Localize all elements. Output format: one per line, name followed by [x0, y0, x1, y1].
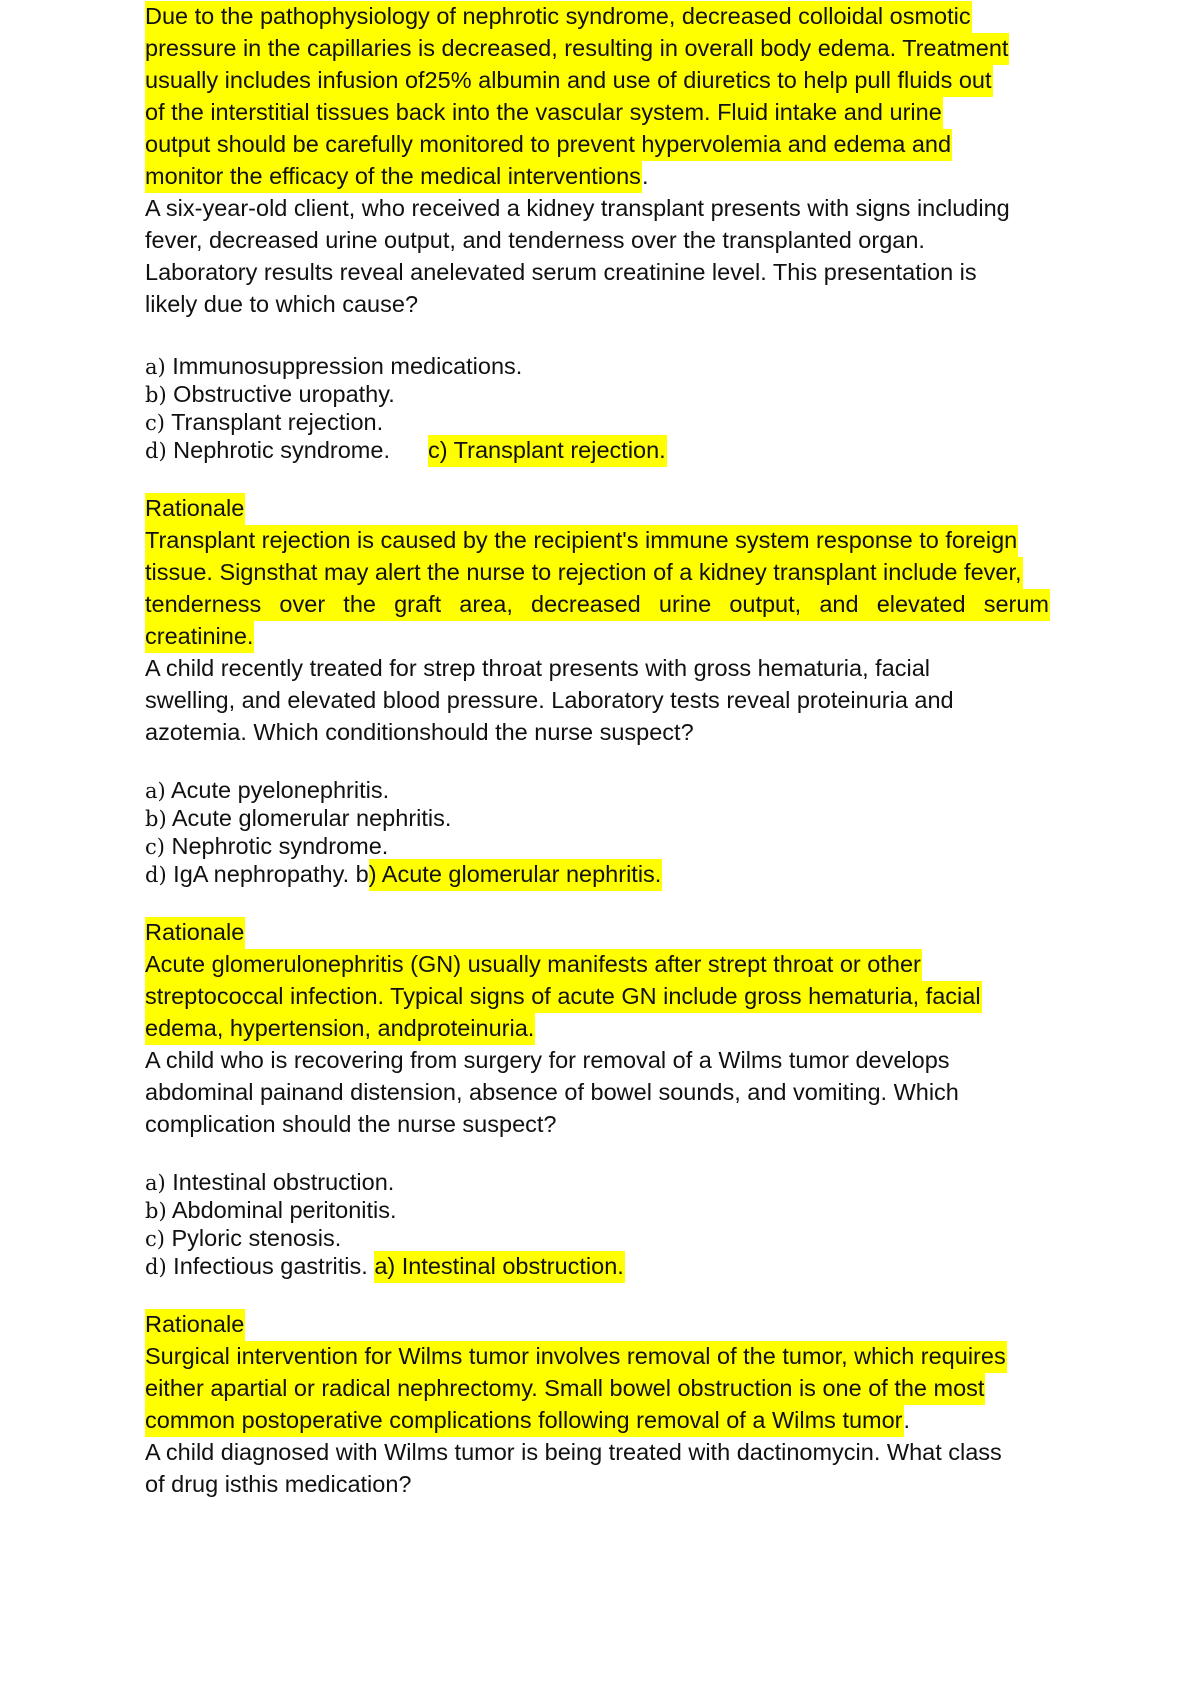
document-page: [145, 0, 1065, 1500]
rationale-line: edema, hypertension, andproteinuria.: [145, 1013, 535, 1045]
rationale-line: streptococcal infection. Typical signs of acute GN include gross hematuria, facial: [145, 981, 982, 1013]
option-d: d) IgA nephropathy. b) Acute glomerular nephritis.: [145, 860, 1065, 888]
answer-options: [145, 352, 1065, 464]
rationale-heading: Rationale: [145, 917, 245, 949]
question-line: likely due to which cause?: [145, 291, 419, 317]
question-2: [145, 652, 1065, 1044]
rationale-line: tissue. Signsthat may alert the nurse to rejection of a kidney transplant include fever,: [145, 557, 1023, 589]
option-d: d) Infectious gastritis. a) Intestinal obstruction.: [145, 1252, 1065, 1280]
option-c: c) Transplant rejection.: [145, 409, 384, 435]
option-b: b) Acute glomerular nephritis.: [145, 805, 452, 831]
rationale-line: usually includes infusion of25% albumin and use of diuretics to help pull fluids out: [145, 65, 993, 97]
rationale-q3: [145, 1340, 1065, 1436]
answer-options: [145, 1168, 1065, 1280]
rationale-line-end: .: [641, 163, 649, 189]
rationale-q2: [145, 948, 1065, 1044]
correct-answer: a) Intestinal obstruction.: [374, 1251, 625, 1283]
rationale-line: output should be carefully monitored to prevent hypervolemia and edema and: [145, 129, 952, 161]
answer-options: [145, 776, 1065, 888]
question-line: complication should the nurse suspect?: [145, 1111, 557, 1137]
option-a: a) Immunosuppression medications.: [145, 353, 523, 379]
rationale-line: pressure in the capillaries is decreased, resulting in overall body edema. Treatment: [145, 33, 1009, 65]
question-line: Laboratory results reveal anelevated serum creatinine level. This presentation is: [145, 259, 977, 285]
option-b: b) Obstructive uropathy.: [145, 381, 395, 407]
question-line: fever, decreased urine output, and tenderness over the transplanted organ.: [145, 227, 925, 253]
rationale-line: monitor the efficacy of the medical interventions: [145, 161, 642, 193]
rationale-line: Acute glomerulonephritis (GN) usually manifests after strept throat or other: [145, 949, 922, 981]
question-line: A child diagnosed with Wilms tumor is being treated with dactinomycin. What class: [145, 1439, 1002, 1465]
question-line: of drug isthis medication?: [145, 1471, 412, 1497]
option-d: d) Nephrotic syndrome. c) Transplant rejection.: [145, 436, 1065, 464]
question-1: [145, 192, 1065, 652]
rationale-heading: Rationale: [145, 1309, 245, 1341]
rationale-line: Surgical intervention for Wilms tumor involves removal of the tumor, which requires: [145, 1341, 1007, 1373]
rationale-line: of the interstitial tissues back into the vascular system. Fluid intake and urine: [145, 97, 943, 129]
rationale-line: Due to the pathophysiology of nephrotic syndrome, decreased colloidal osmotic: [145, 1, 972, 33]
rationale-line: Transplant rejection is caused by the recipient's immune system response to foreign: [145, 525, 1018, 557]
rationale-line: common postoperative complications following removal of a Wilms tumor: [145, 1405, 904, 1437]
rationale-line: creatinine.: [145, 621, 254, 653]
question-line: A six-year-old client, who received a kidney transplant presents with signs including: [145, 195, 1010, 221]
option-b: b) Abdominal peritonitis.: [145, 1197, 397, 1223]
intro-rationale: [145, 0, 1065, 192]
question-line: swelling, and elevated blood pressure. Laboratory tests reveal proteinuria and: [145, 687, 954, 713]
question-line: A child who is recovering from surgery for removal of a Wilms tumor develops: [145, 1047, 950, 1073]
option-c: c) Pyloric stenosis.: [145, 1225, 342, 1251]
question-4: [145, 1436, 1065, 1500]
option-c: c) Nephrotic syndrome.: [145, 833, 389, 859]
rationale-line: tenderness over the graft area, decreased urine output, and elevated serum: [145, 589, 1050, 621]
rationale-line-end: .: [903, 1407, 911, 1433]
question-line: abdominal painand distension, absence of bowel sounds, and vomiting. Which: [145, 1079, 959, 1105]
question-line: A child recently treated for strep throat presents with gross hematuria, facial: [145, 655, 931, 681]
question-line: azotemia. Which conditionshould the nurse suspect?: [145, 719, 694, 745]
option-a: a) Intestinal obstruction.: [145, 1169, 395, 1195]
option-a: a) Acute pyelonephritis.: [145, 777, 390, 803]
question-3: [145, 1044, 1065, 1436]
rationale-heading: Rationale: [145, 493, 245, 525]
correct-answer: ) Acute glomerular nephritis.: [369, 859, 663, 891]
correct-answer: c) Transplant rejection.: [428, 435, 667, 467]
rationale-q1: [145, 524, 1065, 652]
rationale-line: either apartial or radical nephrectomy. Small bowel obstruction is one of the most: [145, 1373, 985, 1405]
